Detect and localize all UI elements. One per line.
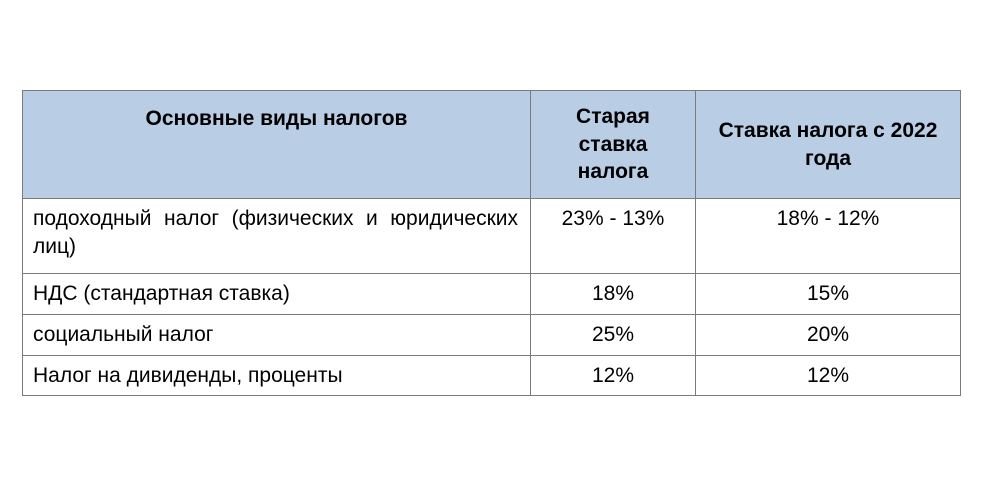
table-row [23,355,961,396]
table-header-row [23,91,961,199]
column-header-tax-name: Основные виды налогов [23,91,531,199]
tax-rates-table [22,90,961,396]
cell-tax-name: НДС (стандартная ставка) [23,274,531,315]
table-row [23,199,961,274]
cell-old-rate: 18% [531,274,696,315]
cell-new-rate: 15% [696,274,961,315]
column-header-new-rate: Ставка налога с 2022 года [696,91,961,199]
cell-new-rate: 18% - 12% [696,199,961,274]
cell-new-rate: 20% [696,314,961,355]
cell-old-rate: 12% [531,355,696,396]
cell-tax-name: подоходный налог (физических и юридических лиц) [23,199,531,274]
cell-tax-name: Налог на дивиденды, проценты [23,355,531,396]
table-body [23,199,961,396]
table-row [23,314,961,355]
cell-new-rate: 12% [696,355,961,396]
table-row [23,274,961,315]
column-header-old-rate: Старая ставка налога [531,91,696,199]
cell-tax-name: социальный налог [23,314,531,355]
cell-old-rate: 25% [531,314,696,355]
cell-old-rate: 23% - 13% [531,199,696,274]
table-header [23,91,961,199]
